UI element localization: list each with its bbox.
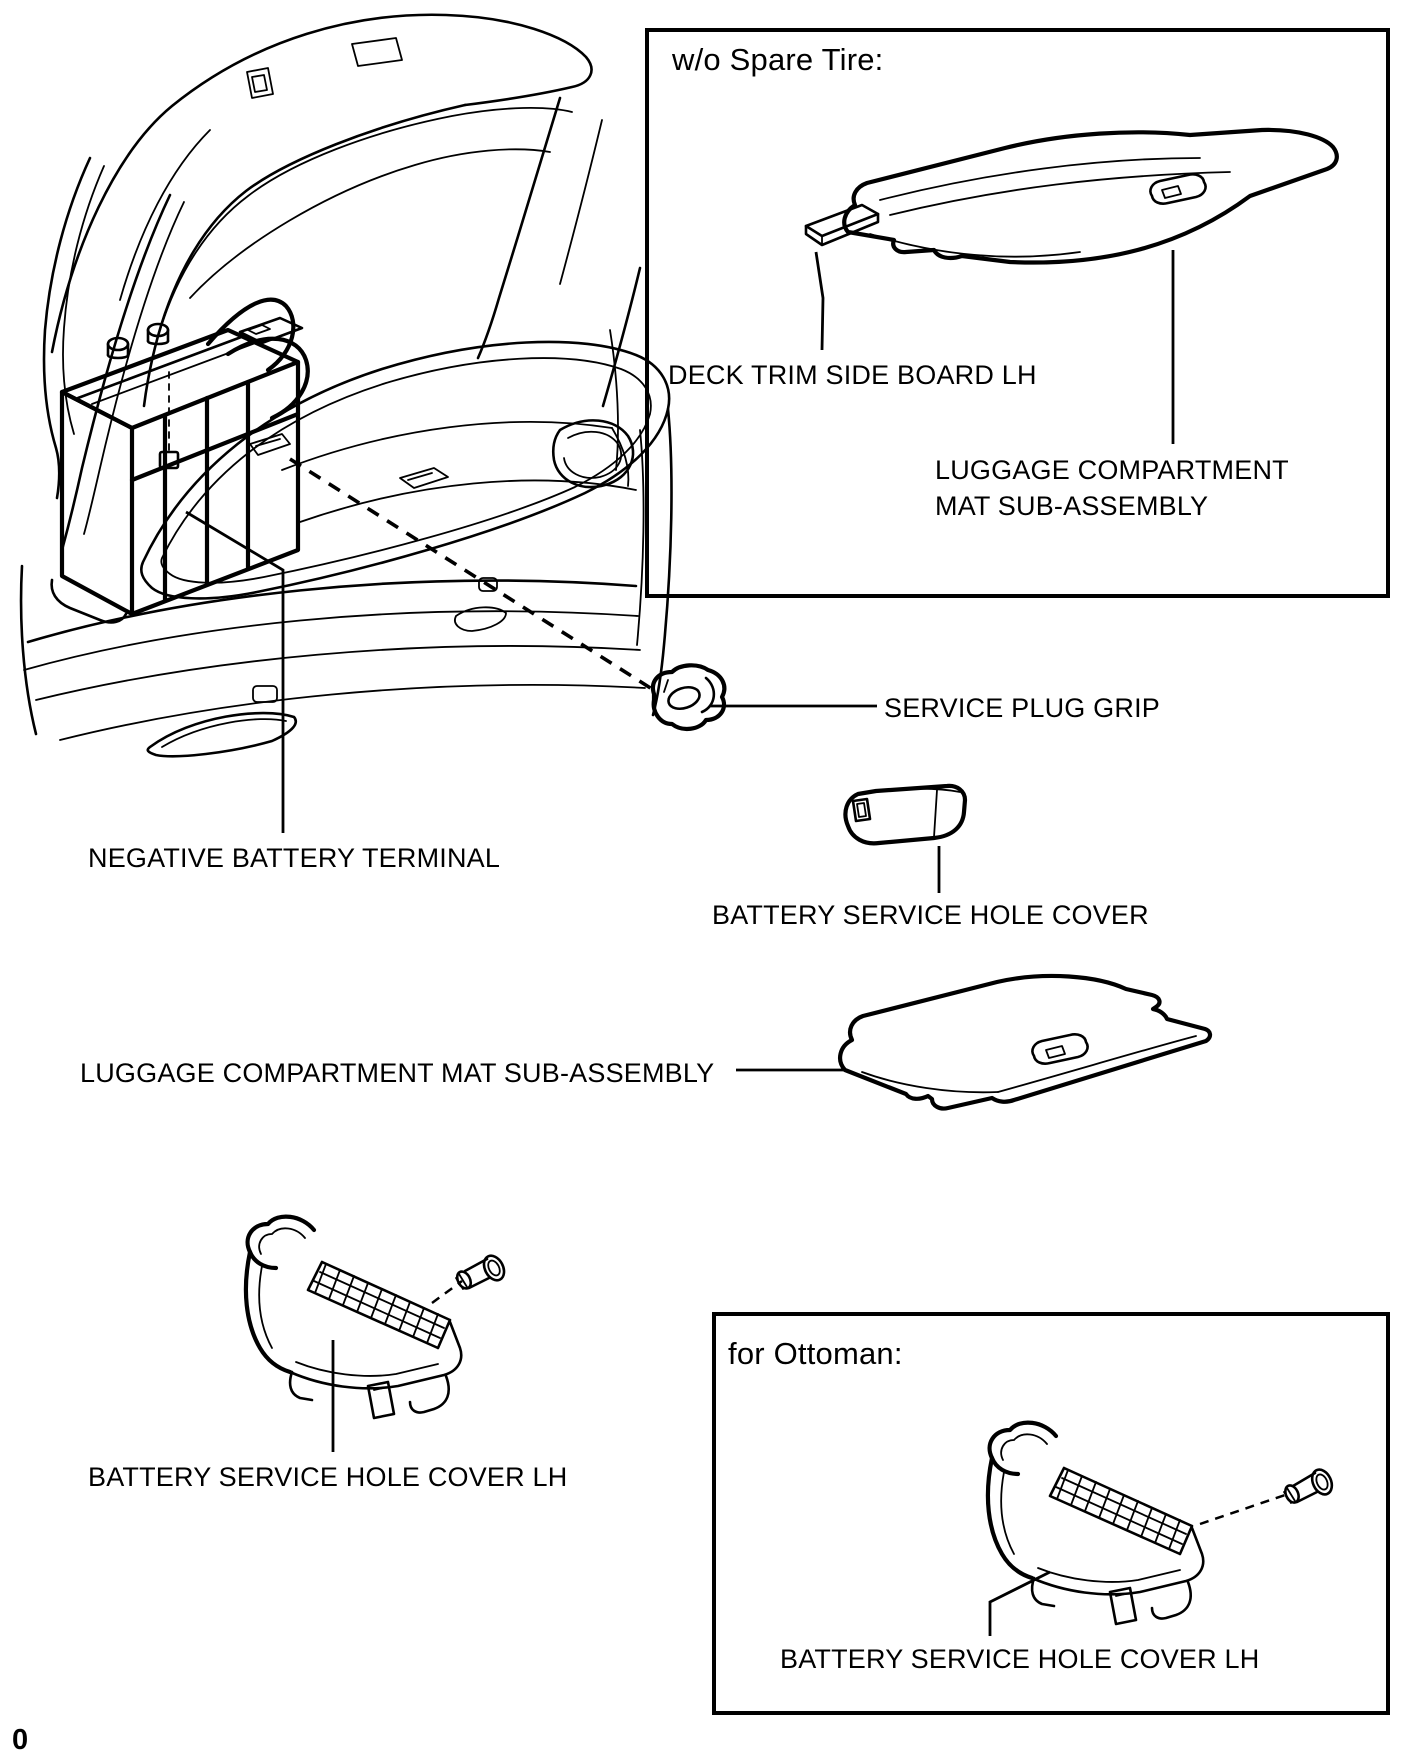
label-deck-trim-side-board-lh: DECK TRIM SIDE BOARD LH bbox=[668, 360, 1037, 390]
luggage-mat-illustration bbox=[840, 976, 1210, 1109]
label-ottoman-battery-service-hole-cover-lh: BATTERY SERVICE HOLE COVER LH bbox=[780, 1644, 1260, 1674]
label-negative-battery-terminal: NEGATIVE BATTERY TERMINAL bbox=[88, 843, 501, 873]
battery-service-hole-cover-illustration bbox=[845, 786, 965, 843]
page-marker: 0 bbox=[12, 1724, 29, 1756]
label-luggage-compartment-mat: LUGGAGE COMPARTMENT MAT SUB-ASSEMBLY bbox=[80, 1058, 715, 1088]
service-plug-grip-illustration bbox=[653, 665, 724, 729]
label-luggage-mat-box-line1: LUGGAGE COMPARTMENT bbox=[935, 455, 1289, 485]
label-luggage-mat-box-line2: MAT SUB-ASSEMBLY bbox=[935, 491, 1209, 521]
battery-illustration bbox=[52, 300, 308, 623]
car-rear-illustration bbox=[21, 15, 671, 756]
label-service-plug-grip: SERVICE PLUG GRIP bbox=[884, 693, 1160, 723]
ottoman-box-title: for Ottoman: bbox=[728, 1336, 903, 1371]
spare-tire-box-title: w/o Spare Tire: bbox=[672, 42, 884, 77]
label-battery-service-hole-cover: BATTERY SERVICE HOLE COVER bbox=[712, 900, 1149, 930]
battery-service-hole-cover-lh-illustration bbox=[246, 1217, 508, 1418]
label-battery-service-hole-cover-lh: BATTERY SERVICE HOLE COVER LH bbox=[88, 1462, 568, 1492]
